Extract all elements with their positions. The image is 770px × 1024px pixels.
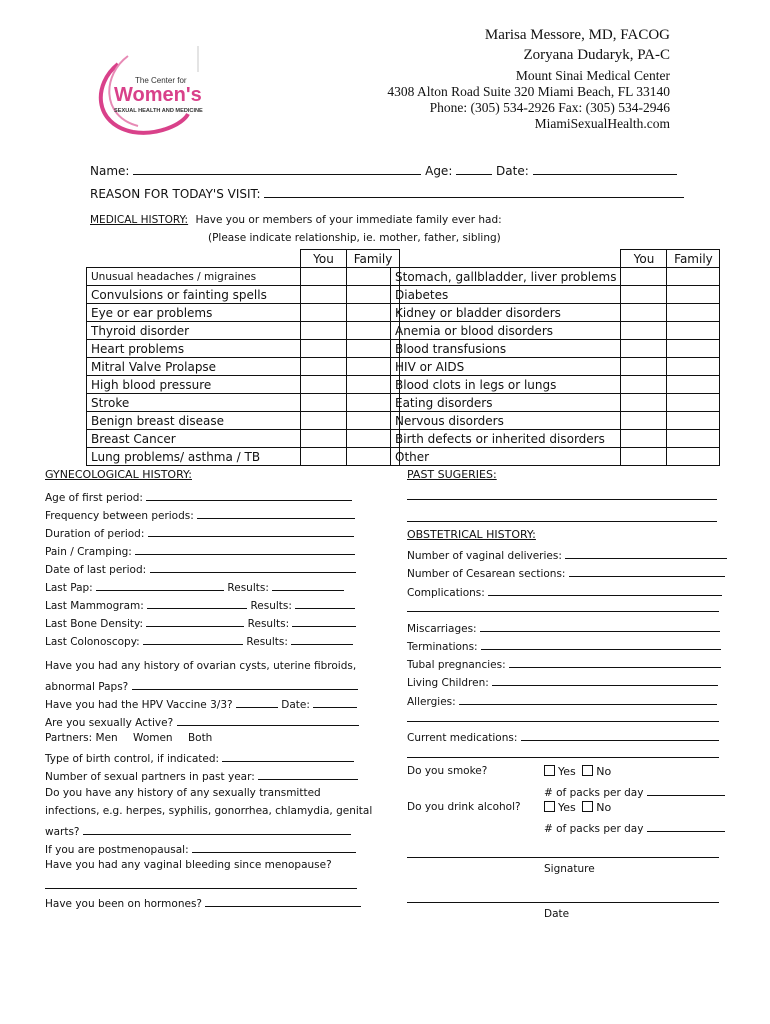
complications-field[interactable] <box>488 584 722 596</box>
you-cell[interactable] <box>301 412 347 430</box>
website: MiamiSexualHealth.com <box>534 116 670 131</box>
std-question-2: infections, e.g. herpes, syphilis, gonorrhea, chlamydia, genital <box>45 805 373 817</box>
family-cell[interactable] <box>667 376 720 394</box>
phone-fax: Phone: (305) 534-2926 Fax: (305) 534-2946 <box>429 100 670 115</box>
family-cell[interactable] <box>667 286 720 304</box>
last-period-label: Date of last period: <box>45 564 147 576</box>
last-colonoscopy-label: Last Colonoscopy: <box>45 636 140 648</box>
logo-line1: The Center for <box>135 76 187 85</box>
std-question-1: Do you have any history of any sexually transmitted <box>45 787 321 799</box>
age-field[interactable] <box>456 163 492 175</box>
pain-label: Pain / Cramping: <box>45 546 132 558</box>
you-cell[interactable] <box>301 268 347 286</box>
condition-label: Blood transfusions <box>391 340 621 358</box>
table-row <box>391 340 720 358</box>
signature-label: Signature <box>544 863 595 875</box>
date-signed-field[interactable] <box>407 891 719 903</box>
condition-label: Heart problems <box>87 340 301 358</box>
mammogram-results-field[interactable] <box>295 597 355 609</box>
logo-line2: Women's <box>114 84 202 106</box>
family-cell[interactable] <box>667 430 720 448</box>
alcohol-yes-checkbox[interactable] <box>544 801 555 812</box>
num-partners-field[interactable] <box>258 768 358 780</box>
tubal-label: Tubal pregnancies: <box>407 659 506 671</box>
medical-center: Mount Sinai Medical Center <box>515 68 670 83</box>
smoke-yes-label: Yes <box>558 765 576 778</box>
std-question-3: warts? <box>45 826 80 838</box>
hpv-label: Have you had the HPV Vaccine 3/3? <box>45 699 233 711</box>
num-partners-label: Number of sexual partners in past year: <box>45 771 255 783</box>
table-row <box>391 358 720 376</box>
past-surgeries-title: PAST SUGERIES: <box>407 468 497 481</box>
condition-label: Stomach, gallbladder, liver problems <box>391 268 621 286</box>
date-signed-label: Date <box>544 908 570 920</box>
last-pap-field[interactable] <box>96 579 224 591</box>
smoke-packs-field[interactable] <box>647 784 725 796</box>
tubal-field[interactable] <box>509 656 721 668</box>
ovarian-field[interactable] <box>132 678 358 690</box>
pap-results-field[interactable] <box>272 579 344 591</box>
terminations-label: Terminations: <box>407 641 478 653</box>
partners-men[interactable]: Men <box>95 732 118 744</box>
condition-label: Birth defects or inherited disorders <box>391 430 621 448</box>
medical-history-right-table <box>390 249 720 466</box>
condition-label: Anemia or blood disorders <box>391 322 621 340</box>
you-cell[interactable] <box>301 304 347 322</box>
hpv-field[interactable] <box>236 696 278 708</box>
ovarian-question: Have you had any history of ovarian cysts, uterine fibroids, <box>45 660 357 672</box>
smoke-label: Do you smoke? <box>407 765 488 777</box>
age-first-period-label: Age of first period: <box>45 492 143 504</box>
allergies-field-2[interactable] <box>407 710 719 722</box>
condition-label: Eating disorders <box>391 394 621 412</box>
you-cell[interactable] <box>621 376 667 394</box>
name-row <box>90 163 677 178</box>
cesarean-field[interactable] <box>569 565 725 577</box>
table-row <box>87 412 400 430</box>
reason-row <box>90 186 684 201</box>
condition-label: Other <box>391 448 621 466</box>
you-cell[interactable] <box>301 358 347 376</box>
bone-results-field[interactable] <box>292 615 356 627</box>
condition-label: Blood clots in legs or lungs <box>391 376 621 394</box>
gyn-title: GYNECOLOGICAL HISTORY: <box>45 468 192 481</box>
family-cell[interactable] <box>667 412 720 430</box>
duration-field[interactable] <box>148 525 354 537</box>
medical-history-heading <box>90 214 502 226</box>
condition-label: Stroke <box>87 394 301 412</box>
age-label: Age: <box>425 164 453 178</box>
table-header <box>87 250 400 268</box>
active-field[interactable] <box>177 714 359 726</box>
medical-history-left-table <box>86 249 400 466</box>
condition-label: Eye or ear problems <box>87 304 301 322</box>
bleeding-field[interactable] <box>45 877 357 889</box>
address: 4308 Alton Road Suite 320 Miami Beach, FL 33140 <box>387 84 670 99</box>
table-row <box>87 430 400 448</box>
last-mammogram-label: Last Mammogram: <box>45 600 144 612</box>
medical-history-title: MEDICAL HISTORY: <box>90 214 189 226</box>
past-surgeries-line-2[interactable] <box>407 508 717 522</box>
doctor-2: Zoryana Dudaryk, PA-C <box>523 47 670 63</box>
condition-label: Lung problems/ asthma / TB <box>87 448 301 466</box>
last-pap-label: Last Pap: <box>45 582 93 594</box>
hpv-date-field[interactable] <box>313 696 357 708</box>
table-row <box>391 268 720 286</box>
you-cell[interactable] <box>621 304 667 322</box>
condition-label: High blood pressure <box>87 376 301 394</box>
family-cell[interactable] <box>667 340 720 358</box>
pap-results-label: Results: <box>227 582 269 594</box>
table-row <box>87 268 400 286</box>
condition-label: Unusual headaches / migraines <box>87 268 301 286</box>
hormones-field[interactable] <box>205 895 361 907</box>
you-cell[interactable] <box>621 286 667 304</box>
living-label: Living Children: <box>407 677 489 689</box>
you-cell[interactable] <box>621 412 667 430</box>
name-label: Name: <box>90 164 130 178</box>
col-you-header: You <box>621 250 667 268</box>
medical-history-question: Have you or members of your immediate family ever had: <box>195 214 502 226</box>
table-row <box>391 286 720 304</box>
past-surgeries-line-1[interactable] <box>407 486 717 500</box>
colonoscopy-results-label: Results: <box>246 636 288 648</box>
vaginal-label: Number of vaginal deliveries: <box>407 550 562 562</box>
hormones-label: Have you been on hormones? <box>45 898 202 910</box>
you-cell[interactable] <box>301 430 347 448</box>
last-mammogram-field[interactable] <box>147 597 247 609</box>
alcohol-no-label: No <box>596 801 612 814</box>
table-row <box>391 304 720 322</box>
cesarean-label: Number of Cesarean sections: <box>407 568 566 580</box>
condition-label: Benign breast disease <box>87 412 301 430</box>
you-cell[interactable] <box>621 268 667 286</box>
table-row <box>391 412 720 430</box>
family-cell[interactable] <box>667 268 720 286</box>
medications-field-2[interactable] <box>407 746 719 758</box>
table-row <box>87 340 400 358</box>
you-cell[interactable] <box>301 448 347 466</box>
you-cell[interactable] <box>301 322 347 340</box>
condition-label: Breast Cancer <box>87 430 301 448</box>
partners-both[interactable]: Both <box>187 732 213 744</box>
vaginal-field[interactable] <box>565 547 727 559</box>
smoke-yes-checkbox[interactable] <box>544 765 555 776</box>
birth-control-label: Type of birth control, if indicated: <box>45 753 220 765</box>
table-header <box>391 250 720 268</box>
condition-label: HIV or AIDS <box>391 358 621 376</box>
std-field[interactable] <box>83 823 351 835</box>
col-family-header: Family <box>667 250 720 268</box>
last-bone-density-label: Last Bone Density: <box>45 618 143 630</box>
signature-field[interactable] <box>407 846 719 858</box>
medications-field[interactable] <box>521 729 719 741</box>
col-you-header: You <box>301 250 347 268</box>
name-field[interactable] <box>133 163 421 175</box>
you-cell[interactable] <box>621 358 667 376</box>
you-cell[interactable] <box>301 394 347 412</box>
terminations-field[interactable] <box>481 638 721 650</box>
bleeding-question: Have you had any vaginal bleeding since menopause? <box>45 859 332 871</box>
date-label: Date: <box>496 164 529 178</box>
partners-label: Partners: <box>45 732 93 744</box>
mammogram-results-label: Results: <box>250 600 292 612</box>
date-field[interactable] <box>533 163 677 175</box>
you-cell[interactable] <box>301 340 347 358</box>
colonoscopy-results-field[interactable] <box>291 633 353 645</box>
postmeno-label: If you are postmenopausal: <box>45 844 189 856</box>
you-cell[interactable] <box>301 376 347 394</box>
complications-field-2[interactable] <box>407 600 719 612</box>
miscarriages-field[interactable] <box>480 620 720 632</box>
family-cell[interactable] <box>667 448 720 466</box>
table-row <box>87 286 400 304</box>
allergies-field[interactable] <box>459 693 717 705</box>
miscarriages-label: Miscarriages: <box>407 623 477 635</box>
alcohol-yes-label: Yes <box>558 801 576 814</box>
smoke-no-checkbox[interactable] <box>582 765 593 776</box>
family-cell[interactable] <box>667 322 720 340</box>
table-row <box>391 376 720 394</box>
alcohol-no-checkbox[interactable] <box>582 801 593 812</box>
table-row <box>87 376 400 394</box>
family-cell[interactable] <box>667 304 720 322</box>
you-cell[interactable] <box>621 430 667 448</box>
condition-label: Kidney or bladder disorders <box>391 304 621 322</box>
postmeno-field[interactable] <box>192 841 356 853</box>
reason-label: REASON FOR TODAY'S VISIT: <box>90 187 261 201</box>
ovarian-question-2: abnormal Paps? <box>45 681 129 693</box>
condition-label: Diabetes <box>391 286 621 304</box>
table-row <box>87 304 400 322</box>
you-cell[interactable] <box>621 322 667 340</box>
condition-label: Convulsions or fainting spells <box>87 286 301 304</box>
hpv-date-label: Date: <box>281 699 310 711</box>
frequency-field[interactable] <box>197 507 355 519</box>
condition-label: Mitral Valve Prolapse <box>87 358 301 376</box>
col-family-header: Family <box>347 250 400 268</box>
complications-label: Complications: <box>407 587 485 599</box>
table-row <box>87 358 400 376</box>
medical-history-note: (Please indicate relationship, ie. mother, father, sibling) <box>208 232 501 244</box>
partners-women[interactable]: Women <box>133 732 173 744</box>
bone-results-label: Results: <box>247 618 290 630</box>
you-cell[interactable] <box>621 394 667 412</box>
last-colonoscopy-field[interactable] <box>143 633 243 645</box>
family-cell[interactable] <box>667 394 720 412</box>
condition-label: Thyroid disorder <box>87 322 301 340</box>
table-row <box>87 448 400 466</box>
reason-field[interactable] <box>264 186 684 198</box>
age-first-period-field[interactable] <box>146 489 352 501</box>
birth-control-field[interactable] <box>222 750 354 762</box>
you-cell[interactable] <box>621 340 667 358</box>
frequency-label: Frequency between periods: <box>45 510 194 522</box>
you-cell[interactable] <box>621 448 667 466</box>
table-row <box>391 322 720 340</box>
obstetric-title: OBSTETRICAL HISTORY: <box>407 528 536 541</box>
alcohol-packs-label: # of packs per day <box>544 823 644 835</box>
table-row <box>391 394 720 412</box>
doctor-1: Marisa Messore, MD, FACOG <box>484 27 670 43</box>
alcohol-label: Do you drink alcohol? <box>407 801 521 813</box>
pain-field[interactable] <box>135 543 355 555</box>
medications-label: Current medications: <box>407 732 518 744</box>
condition-label: Nervous disorders <box>391 412 621 430</box>
family-cell[interactable] <box>667 358 720 376</box>
alcohol-packs-field[interactable] <box>647 820 725 832</box>
table-row <box>87 322 400 340</box>
living-field[interactable] <box>492 674 718 686</box>
you-cell[interactable] <box>301 286 347 304</box>
allergies-label: Allergies: <box>407 696 456 708</box>
smoke-no-label: No <box>596 765 612 778</box>
table-row <box>391 430 720 448</box>
smoke-packs-label: # of packs per day <box>544 787 644 799</box>
table-row <box>391 448 720 466</box>
last-period-field[interactable] <box>150 561 356 573</box>
active-label: Are you sexually Active? <box>45 717 174 729</box>
table-row <box>87 394 400 412</box>
logo <box>88 44 218 139</box>
duration-label: Duration of period: <box>45 528 145 540</box>
last-bone-density-field[interactable] <box>146 615 244 627</box>
logo-line3: SEXUAL HEALTH AND MEDICINE <box>114 108 203 114</box>
